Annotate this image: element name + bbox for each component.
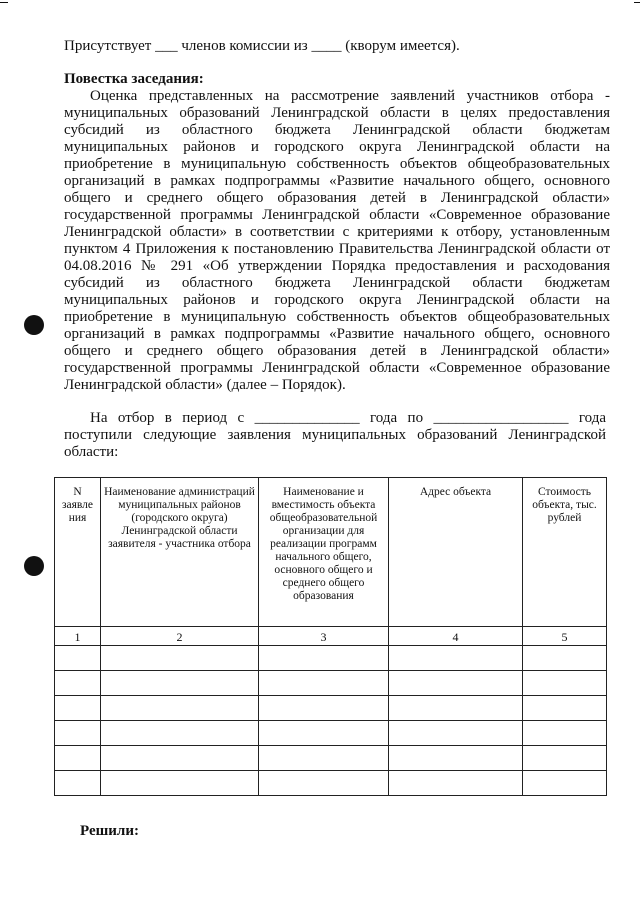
agenda-line: субсидий из областного бюджета Ленинградской области бюджетам bbox=[64, 275, 610, 291]
table-cell bbox=[55, 721, 101, 746]
agenda-line: приобретение в муниципальную собственность объектов общеобразовательных bbox=[64, 309, 610, 325]
header-application-number: N заявле ния bbox=[55, 478, 101, 627]
column-number: 3 bbox=[259, 627, 389, 646]
agenda-line: приобретение в муниципальную собственность объектов общеобразовательных bbox=[64, 156, 610, 172]
table-cell bbox=[101, 721, 259, 746]
header-object-address: Адрес объекта bbox=[389, 478, 523, 627]
table-row bbox=[55, 746, 607, 771]
period-line: поступили следующие заявления муниципальных образований Ленинградской bbox=[64, 427, 606, 443]
agenda-heading: Повестка заседания: bbox=[64, 71, 204, 87]
table-cell bbox=[101, 696, 259, 721]
table-cell bbox=[389, 671, 523, 696]
table-cell bbox=[101, 646, 259, 671]
attendance-line: Присутствует ___ членов комиссии из ____ (кворум имеется). bbox=[64, 38, 460, 54]
table-cell bbox=[259, 696, 389, 721]
table-cell bbox=[523, 671, 607, 696]
agenda-line: пунктом 4 Приложения к постановлению Правительства Ленинградской области от bbox=[64, 241, 610, 257]
table-cell bbox=[101, 671, 259, 696]
agenda-line: 04.08.2016 № 291 «Об утверждении Порядка предоставления и расходования bbox=[64, 258, 610, 274]
agenda-line: Ленинградской области» в соответствии с критериями к отбору, установленным bbox=[64, 224, 610, 240]
header-object-name-capacity: Наименование и вместимость объекта общеобразовательной организации для реализации программ начального общего, основного общего и среднего общего образования bbox=[259, 478, 389, 627]
table-cell bbox=[101, 746, 259, 771]
table-cell bbox=[523, 771, 607, 796]
table-cell bbox=[523, 721, 607, 746]
table-cell bbox=[55, 746, 101, 771]
agenda-line: общего и среднего общего образования детей в Ленинградской области» bbox=[64, 343, 610, 359]
table-cell bbox=[101, 771, 259, 796]
table-cell bbox=[259, 646, 389, 671]
column-number: 1 bbox=[55, 627, 101, 646]
column-number: 2 bbox=[101, 627, 259, 646]
table-cell bbox=[523, 746, 607, 771]
period-line: На отбор в период с ______________ года по __________________ года bbox=[90, 410, 606, 426]
agenda-line: Оценка представленных на рассмотрение заявлений участников отбора - bbox=[90, 88, 610, 104]
applications-table bbox=[54, 477, 607, 796]
table-cell bbox=[259, 671, 389, 696]
table-row bbox=[55, 646, 607, 671]
punch-hole-icon bbox=[24, 315, 44, 335]
agenda-line: субсидий из областного бюджета Ленинградской области бюджетам bbox=[64, 122, 610, 138]
table-cell bbox=[55, 646, 101, 671]
table-row bbox=[55, 671, 607, 696]
table-cell bbox=[259, 746, 389, 771]
agenda-line: государственной программы Ленинградской области «Современное образование bbox=[64, 360, 610, 376]
column-number-row bbox=[55, 627, 607, 646]
table-cell bbox=[389, 696, 523, 721]
table-cell bbox=[55, 771, 101, 796]
column-number: 5 bbox=[523, 627, 607, 646]
agenda-line: муниципальных образований Ленинградской области в целях предоставления bbox=[64, 105, 610, 121]
table-cell bbox=[389, 771, 523, 796]
scan-mark-right bbox=[634, 2, 640, 3]
punch-hole-icon bbox=[24, 556, 44, 576]
table-cell bbox=[55, 671, 101, 696]
scan-mark-left bbox=[0, 2, 8, 3]
table-cell bbox=[389, 646, 523, 671]
header-object-cost: Стоимость объекта, тыс. рублей bbox=[523, 478, 607, 627]
agenda-line: муниципальных районов и городского округа Ленинградской области на bbox=[64, 292, 610, 308]
table-row bbox=[55, 721, 607, 746]
table-cell bbox=[523, 646, 607, 671]
agenda-line: Ленинградской области» (далее – Порядок). bbox=[64, 377, 346, 393]
table-row bbox=[55, 771, 607, 796]
decided-heading: Решили: bbox=[80, 823, 139, 839]
table-row bbox=[55, 696, 607, 721]
agenda-line: общего и среднего общего образования детей в Ленинградской области» bbox=[64, 190, 610, 206]
agenda-line: государственной программы Ленинградской области «Современное образование bbox=[64, 207, 610, 223]
agenda-line: организаций в рамках подпрограммы «Развитие начального общего, основного bbox=[64, 326, 610, 342]
agenda-line: организаций в рамках подпрограммы «Развитие начального общего, основного bbox=[64, 173, 610, 189]
table-cell bbox=[389, 721, 523, 746]
table-cell bbox=[389, 746, 523, 771]
period-line: области: bbox=[64, 444, 119, 460]
table-cell bbox=[55, 696, 101, 721]
table-cell bbox=[523, 696, 607, 721]
column-number: 4 bbox=[389, 627, 523, 646]
table-cell bbox=[259, 721, 389, 746]
table-header-row bbox=[55, 478, 607, 627]
header-administration-name: Наименование администраций муниципальных районов (городского округа) Ленинградской области заявителя - участника отбора bbox=[101, 478, 259, 627]
agenda-line: муниципальных районов и городского округа Ленинградской области на bbox=[64, 139, 610, 155]
table-cell bbox=[259, 771, 389, 796]
